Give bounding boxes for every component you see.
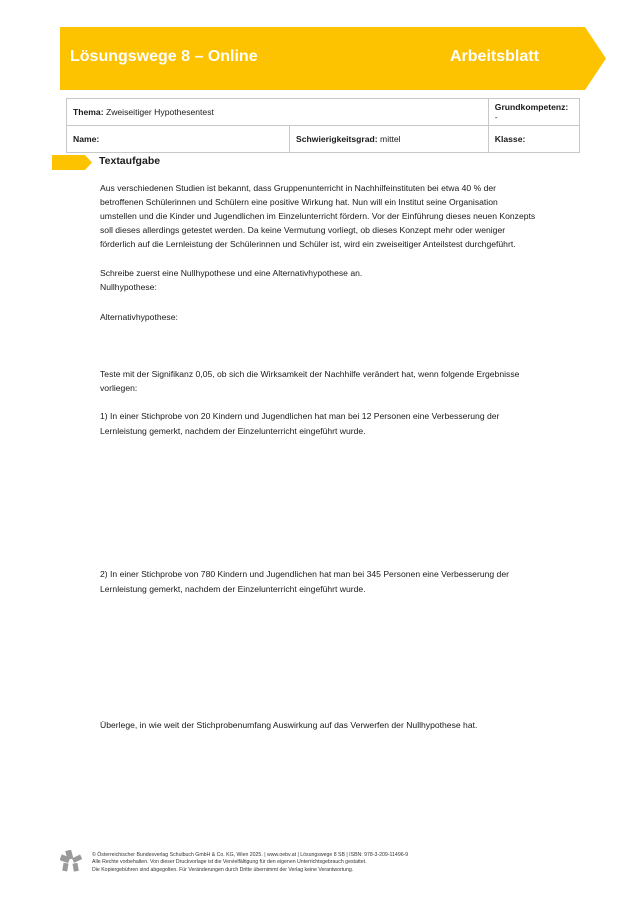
klasse-cell (488, 126, 579, 153)
question-2-line-1: 2) In einer Stichprobe von 780 Kindern und Jugendlichen hat man bei 345 Personen eine Verbesserung der (100, 569, 509, 579)
question-1-line-1: 1) In einer Stichprobe von 20 Kindern und Jugendlichen hat man bei 12 Personen eine Verbesserung der (100, 411, 500, 421)
grundkompetenz-cell (488, 99, 579, 126)
oebv-logo-icon (60, 850, 82, 877)
name-cell (67, 126, 290, 153)
intro-line-5: förderlich auf die Lernleistung der Schülerinnen und Schüler ist, wird ein zweiseitiger Anteilstest durchgeführt. (100, 239, 516, 249)
footer-text (92, 852, 512, 874)
footer-line-3: Die Kopiergebühren sind abgegolten. Für Veränderungen durch Dritte übernimmt der Verlag keine Verantwortung. (92, 866, 354, 873)
header-title: Lösungswege 8 – Online (70, 48, 258, 65)
alt-hypothesis-label: Alternativhypothese: (100, 312, 178, 322)
section-arrow-icon (52, 155, 92, 170)
thema-value: Zweiseitiger Hypothesentest (103, 107, 214, 117)
section-title: Textaufgabe (99, 155, 161, 167)
hypotheses-task: Schreibe zuerst eine Nullhypothese und eine Alternativhypothese an. (100, 268, 363, 278)
question-2-line-2: Lernleistung gemerkt, nachdem der Einzelunterricht eingeführt wurde. (100, 584, 366, 594)
schwierigkeit-value: mittel (377, 134, 401, 144)
info-table (66, 98, 580, 153)
section-marker (52, 155, 92, 175)
intro-line-1: Aus verschiedenen Studien ist bekannt, dass Gruppenunterricht in Nachhilfeinstituten bei etwa 40 % der (100, 183, 497, 193)
grundkompetenz-label: Grundkompetenz: (494, 102, 569, 112)
grundkompetenz-value: - (494, 112, 498, 122)
null-hypothesis-label: Nullhypothese: (100, 282, 157, 292)
intro-line-3: umstellen und die Kinder und Jugendlichen im Einzelunterricht fördern. Vor der Einführung dieses neuen Konzepts (100, 211, 536, 221)
test-instruction-line-2: vorliegen: (100, 383, 138, 393)
footer-line-1: © Österreichischer Bundesverlag Schulbuch GmbH & Co. KG, Wien 2025. | www.oebv.at | Lösungswege 8 SB | ISBN: 978-3-209-11496-9 (92, 852, 409, 858)
name-label: Name: (73, 134, 100, 144)
test-instruction-line-1: Teste mit der Signifikanz 0,05, ob sich die Wirksamkeit der Nachhilfe verändert hat, wenn folgende Ergebnisse (100, 369, 520, 379)
intro-line-2: betroffenen Schülerinnen und Schülern eine positive Wirkung hat. Nun will ein Institut seine Organisation (100, 197, 498, 207)
thema-label: Thema: (73, 107, 104, 117)
question-1-line-2: Lernleistung gemerkt, nachdem der Einzelunterricht eingeführt wurde. (100, 426, 366, 436)
schwierigkeit-cell (290, 126, 489, 153)
header-doc-type: Arbeitsblatt (450, 48, 539, 65)
schwierigkeit-label: Schwierigkeitsgrad: (296, 134, 378, 144)
intro-line-4: soll dieses allerdings getestet werden. Da keine Vermutung vorliegt, ob dieses Konzept mehr oder weniger (100, 225, 506, 235)
footer-line-2: Alle Rechte vorbehalten. Von dieser Druckvorlage ist die Vervielfältigung für den eigenen Unterrichtsgebrauch gestattet. (92, 859, 367, 866)
thema-cell (67, 99, 489, 126)
klasse-label: Klasse: (494, 134, 526, 144)
final-question: Überlege, in wie weit der Stichprobenumfang Auswirkung auf das Verwerfen der Nullhypothese hat. (100, 720, 478, 730)
